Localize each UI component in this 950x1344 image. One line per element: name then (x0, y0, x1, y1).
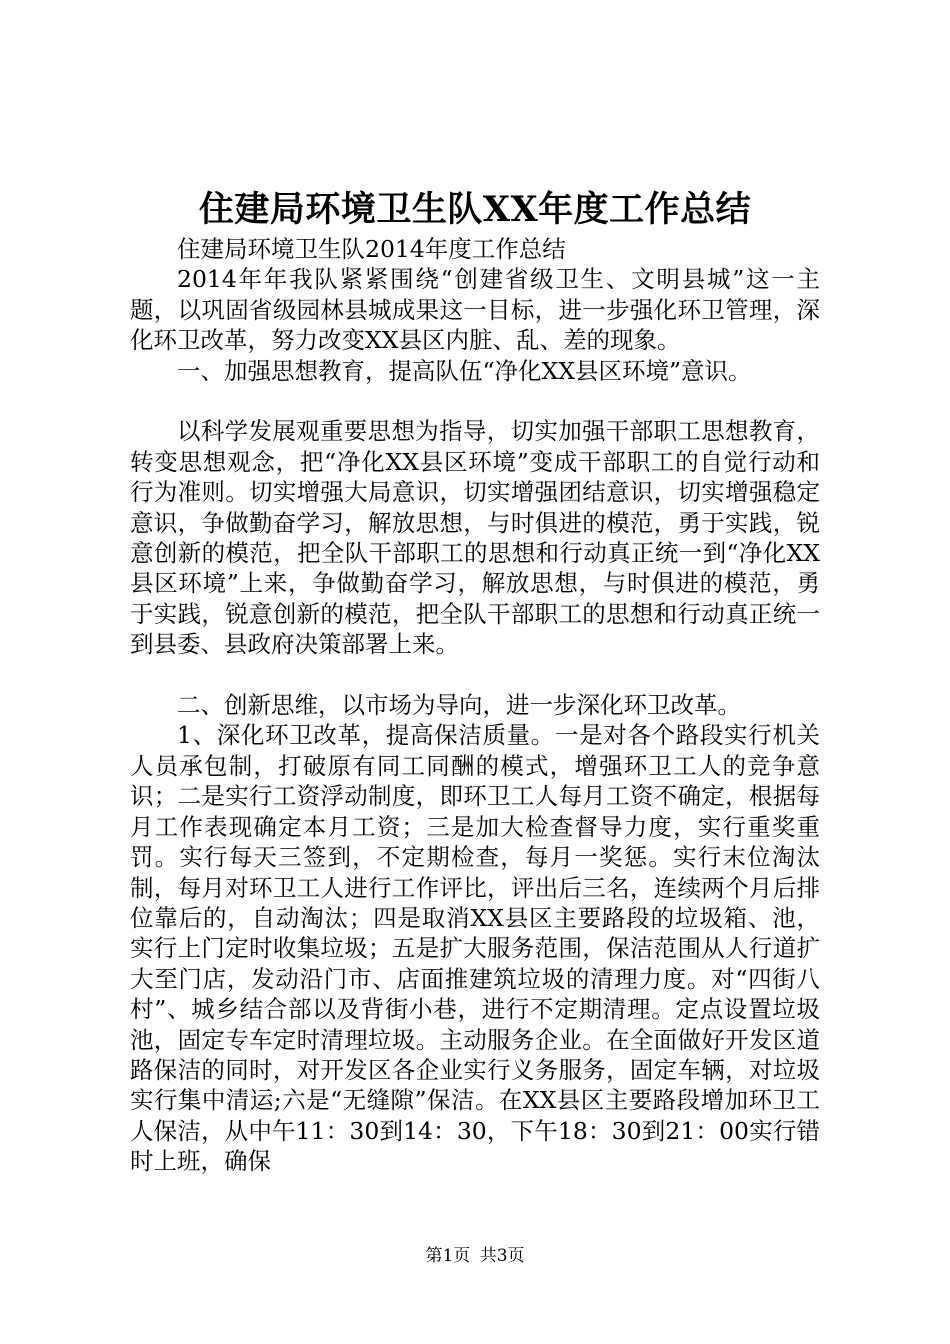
subtitle-paragraph: 住建局环境卫生队2014年度工作总结 (177, 235, 566, 263)
section-2-paragraph: 1、深化环卫改革，提高保洁质量。一是对各个路段实行机关人员承包制，打破原有同工同酬的模式，增强环卫工人的竞争意识；二是实行工资浮动制度，即环卫工人每月工资不确定，根据每月工作表现确定本月工资；三是加大检查督导力度，实行重奖重罚。实行每天三签到，不定期检查，每月一奖惩。实行末位淘汰制，每月对环卫工人进行工作评比，评出后三名，连续两个月后排位靠后的，自动淘汰；四是取消XX县区主要路段的垃圾箱、池，实行上门定时收集垃圾；五是扩大服务范围，保洁范围从人行道扩大至门店，发动沿门市、店面推建筑垃圾的清理力度。对“四街八村”、城乡结合部以及背街小巷，进行不定期清理。定点设置垃圾池，固定专车定时清理垃圾。主动服务企业。在全面做好开发区道路保洁的同时，对开发区各企业实行义务服务，固定车辆，对垃圾实行集中清运;六是“无缝隙”保洁。在XX县区主要路段增加环卫工人保洁，从中午11：30到14：30，下午18：30到21：00实行错时上班，确保 (130, 721, 820, 1176)
intro-paragraph: 2014年年我队紧紧围绕“创建省级卫生、文明县城”这一主题，以巩固省级园林县城成果这一目标，进一步强化环卫管理，深化环卫改革，努力改变XX县区内脏、乱、差的现象。 (130, 265, 820, 355)
section-heading-1: 一、加强思想教育，提高队伍“净化XX县区环境”意识。 (177, 356, 752, 385)
section-1-paragraph: 以科学发展观重要思想为指导，切实加强干部职工思想教育，转变思想观念，把“净化XX县区环境”变成干部职工的自觉行动和行为准则。切实增强大局意识，切实增强团结意识，切实增强稳定意识，争做勤奋学习，解放思想，与时俱进的模范，勇于实践，锐意创新的模范，把全队干部职工的思想和行动真正统一到“净化XX县区环境”上来，争做勤奋学习，解放思想，与时俱进的模范，勇于实践，锐意创新的模范，把全队干部职工的思想和行动真正统一到县委、县政府决策部署上来。 (130, 417, 820, 659)
document-title: 住建局环境卫生队XX年度工作总结 (198, 189, 752, 230)
section-heading-2: 二、创新思维，以市场为导向，进一步深化环卫改革。 (177, 691, 741, 720)
page-footer: 第1页 共3页 (425, 1246, 525, 1266)
document-body (130, 234, 820, 1177)
